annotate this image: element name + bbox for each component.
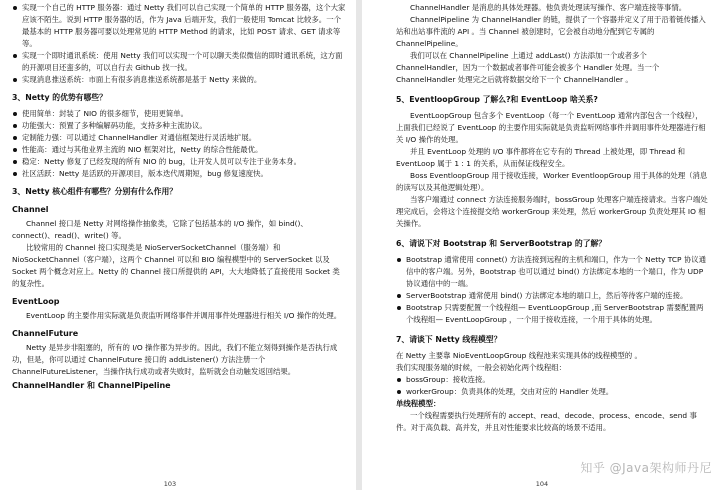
right-page xyxy=(362,0,720,490)
list-item: Bootstrap 只需要配置一个线程组— EventLoopGroup ,而 ServerBootstrap 需要配置两个线程组— EventLoopGroup ，一个用于接收连接，一个用于具体的处理。 xyxy=(396,302,710,326)
subsection-heading: ChannelHandler 和 ChannelPipeline xyxy=(12,381,171,390)
paragraph: Channel 接口是 Netty 对网络操作抽象类，它除了包括基本的 I/O 操作，如 bind()、connect()、read()、write() 等。 xyxy=(12,219,308,240)
list-item: 性能高：通过与其他业界主流的 NIO 框架对比，Netty 的综合性能最优。 xyxy=(12,144,346,156)
list-item: ServerBootstrap 通常使用 bind() 方法绑定本地的端口上，然后等待客户端的连接。 xyxy=(396,290,710,302)
subsection-heading: ChannelFuture xyxy=(12,329,79,338)
bootstrap-list xyxy=(396,254,710,326)
paragraph: EventLoop 的主要作用实际就是负责监听网络事件并调用事件处理器进行相关 I/O 操作的处理。 xyxy=(26,311,342,320)
subsection-heading: EventLoop xyxy=(12,297,60,306)
left-page xyxy=(0,0,356,490)
list-item: 社区活跃：Netty 是活跃的开源项目，版本迭代周期短，bug 修复速度快。 xyxy=(12,168,346,180)
list-item: 定制能力强：可以通过 ChannelHandler 对通信框架进行灵活地扩展。 xyxy=(12,132,346,144)
paragraph: 在 Netty 主要靠 NioEventLoopGroup 线程池来实现具体的线程模型的 。 xyxy=(396,351,642,360)
paragraph: 我们实现服务端的时候，一般会初始化两个线程组： xyxy=(396,363,566,372)
paragraph: 并且 EventLoop 处理的 I/O 事件都将在它专有的 Thread 上被处理，即 Thread 和 EventLoop 属于 1 : 1 的关系，从而保证线程安全。 xyxy=(396,147,686,168)
list-item: 实现一个即时通讯系统：使用 Netty 我们可以实现一个可以聊天类似微信的即时通讯系统，这方面的开源项目还蛮多的，可以自行去 Github 找一找。 xyxy=(12,50,346,74)
list-item: 稳定：Netty 修复了已经发现的所有 NIO 的 bug，让开发人员可以专注于业务本身。 xyxy=(12,156,346,168)
list-item: workerGroup：负责具体的处理，交由对应的 Handler 处理。 xyxy=(396,386,710,398)
watermark: 知乎 @Java架构师丹尼 xyxy=(580,461,712,475)
page-number: 103 xyxy=(163,480,177,488)
paragraph: 一个线程需要执行处理所有的 accept、read、decode、process、encode、send 事件。对于高负载、高并发，并且对性能要求比较高的场景不适用。 xyxy=(396,411,697,432)
list-item: 实现消息推送系统：市面上有很多消息推送系统都是基于 Netty 来做的。 xyxy=(12,74,346,86)
section-heading: 7、请谈下 Netty 线程模型？ xyxy=(396,335,502,344)
list-item: Bootstrap 通常使用 connet() 方法连接到远程的主机和端口，作为一个 Netty TCP 协议通信中的客户端。另外，Bootstrap 也可以通过 bind() 方法绑定本地的一个端口，作为 UDP 协议通信中的一端。 xyxy=(396,254,710,290)
paragraph: EventLoopGroup 包含多个 EventLoop（每一个 EventLoop 通常内部包含一个线程），上面我们已经说了 EventLoop 的主要作用实际就是负责监听网络事件并调用事件处理器进行相关 I/O 操作的处理。 xyxy=(396,111,706,144)
paragraph: Netty 是异步非阻塞的，所有的 I/O 操作都为异步的。因此，我们不能立刻得到操作是否执行成功，但是，你可以通过 ChannelFuture 接口的 addListener() 方法注册一个 ChannelFutureListener，当操作执行成功或者失败时，监听就会自动触发返回结果。 xyxy=(12,343,338,376)
section-heading: 6、请说下对 Bootstrap 和 ServerBootstrap 的了解？ xyxy=(396,239,607,248)
paragraph: Boss EventloopGroup 用于接收连接，Worker EventloopGroup 用于具体的处理（消息的读写以及其他逻辑处理）。 xyxy=(396,171,708,192)
paragraph: 比较常用的 Channel 接口实现类是 NioServerSocketChannel（服务端）和 NioSocketChannel（客户端），这两个 Channel 可以和 BIO 编程模型中的 ServerSocket 以及 Socket 两个概念对应上。Netty 的 Channel 接口所提供的 API，大大地降低了直接使用 Socket 类的复杂性。 xyxy=(12,243,340,288)
list-item: 实现一个自己的 HTTP 服务器：通过 Netty 我们可以自己实现一个简单的 HTTP 服务器，这个大家应该不陌生。说到 HTTP 服务器的话，作为 Java 后端开发，我们一般使用 Tomcat 比较多。一个最基本的 HTTP 服务器可要以处理常见的 HTTP Method 的请求，比如 POST 请求、GET 请求等等。 xyxy=(12,2,346,50)
page-number: 104 xyxy=(535,480,549,488)
paragraph: ChannelHandler 是消息的具体处理器。他负责处理读写操作、客户端连接等事情。 xyxy=(410,3,687,12)
subsection-label: 单线程模型： xyxy=(396,399,441,408)
intro-list xyxy=(12,2,346,86)
list-item: 使用简单：封装了 NIO 的很多细节，使用更简单。 xyxy=(12,108,346,120)
paragraph: 我们可以在 ChannelPipeline 上通过 addLast() 方法添加一个或者多个 ChannelHandler，因为一个数据或者事件可能会被多个 Handler 处理。当一个 ChannelHandler 处理完之后就将数据交给下一个 ChannelHandler 。 xyxy=(396,51,660,84)
section-heading: 3、Netty 核心组件有哪些？分别有什么作用？ xyxy=(12,187,178,196)
paragraph: ChannelPipeline 为 ChannelHandler 的链，提供了一个容器并定义了用于沿着链传播入站和出站事件流的 API 。当 Channel 被创建时，它会被自动地分配到它专属的 ChannelPipeline。 xyxy=(396,15,706,48)
thread-group-list xyxy=(396,374,710,398)
section-heading: 3、Netty 的优势有哪些？ xyxy=(12,93,107,102)
list-item: bossGroup：接收连接。 xyxy=(396,374,710,386)
section-heading: 5、EventloopGroup 了解么?和 EventLoop 啥关系? xyxy=(396,95,598,104)
subsection-heading: Channel xyxy=(12,205,49,214)
list-item: 功能强大：预置了多种编解码功能，支持多种主流协议。 xyxy=(12,120,346,132)
advantages-list xyxy=(12,108,346,180)
paragraph: 当客户端通过 connect 方法连接服务端时，bossGroup 处理客户端连接请求。当客户端处理完成后，会将这个连接提交给 workerGroup 来处理，然后 workerGroup 负责处理其 IO 相关操作。 xyxy=(396,195,708,228)
